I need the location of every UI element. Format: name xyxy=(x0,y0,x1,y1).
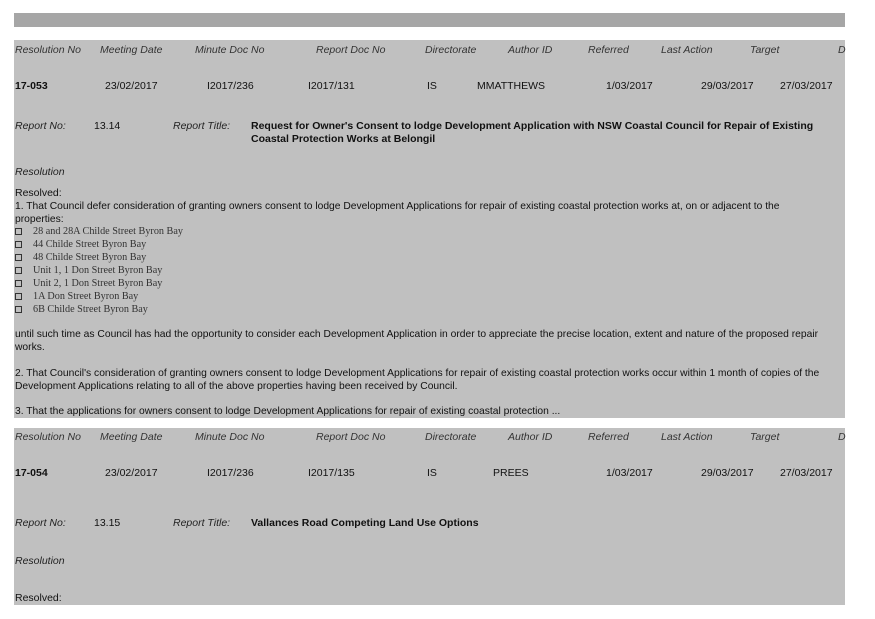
referred-value: 1/03/2017 xyxy=(606,467,653,479)
resolution-no-value: 17-054 xyxy=(15,467,48,479)
meeting-date-value: 23/02/2017 xyxy=(105,80,158,92)
col-directorate: Directorate xyxy=(425,44,477,56)
col-author-id: Author ID xyxy=(508,44,553,56)
report-doc-no-value: I2017/135 xyxy=(308,467,355,479)
list-item xyxy=(15,303,183,316)
list-item xyxy=(15,264,183,277)
resolution-paragraph-1: 1. That Council defer consideration of granting owners consent to lodge Development Applications for repair of existing coastal protection works at, on or adjacent to the properties: xyxy=(15,201,780,225)
report-doc-no-value: I2017/131 xyxy=(308,80,355,92)
col-minute-doc-no: Minute Doc No xyxy=(195,44,265,56)
property-address: 28 and 28A Childe Street Byron Bay xyxy=(33,226,183,237)
property-address: 48 Childe Street Byron Bay xyxy=(33,252,147,263)
col-author-id: Author ID xyxy=(508,431,553,443)
report-no-label: Report No: xyxy=(15,120,66,132)
col-report-doc-no: Report Doc No xyxy=(316,431,386,443)
col-meeting-date: Meeting Date xyxy=(100,431,163,443)
list-item xyxy=(15,251,183,264)
checkbox-icon xyxy=(15,267,22,274)
resolved-label: Resolved: xyxy=(15,187,62,199)
report-title-value: Request for Owner's Consent to lodge Development Application with NSW Coastal Council for Repair of Existing Coastal Protection Works at Belongil xyxy=(251,120,814,145)
report-title-value: Vallances Road Competing Land Use Options xyxy=(251,517,479,529)
col-target: Target xyxy=(750,44,780,56)
report-no-label: Report No: xyxy=(15,517,66,529)
list-item xyxy=(15,277,183,290)
property-address: 44 Childe Street Byron Bay xyxy=(33,239,147,250)
checkbox-icon xyxy=(15,254,22,261)
minute-doc-no-value: I2017/236 xyxy=(207,80,254,92)
col-resolution-no: Resolution No xyxy=(15,44,81,56)
resolution-label: Resolution xyxy=(15,166,65,178)
resolution-record-17-054 xyxy=(14,428,845,605)
list-item xyxy=(15,225,183,238)
last-action-value: 29/03/2017 xyxy=(701,80,754,92)
minute-doc-no-value: I2017/236 xyxy=(207,467,254,479)
resolution-label: Resolution xyxy=(15,555,65,567)
col-referred: Referred xyxy=(588,431,629,443)
col-target: Target xyxy=(750,431,780,443)
property-list xyxy=(15,225,183,316)
report-title-label: Report Title: xyxy=(173,517,231,529)
top-banner-bar xyxy=(14,13,845,27)
col-last-action: Last Action xyxy=(661,44,713,56)
directorate-value: IS xyxy=(427,467,437,479)
checkbox-icon xyxy=(15,241,22,248)
resolution-no-value: 17-053 xyxy=(15,80,48,92)
resolved-label: Resolved: xyxy=(15,592,62,604)
resolution-paragraph-2: 2. That Council's consideration of granting owners consent to lodge Development Applications for repair of existing coastal protection works occur within 1 month of copies of the Development Applications relating to all of the above properties having been received by Council. xyxy=(15,368,820,392)
col-truncated: D xyxy=(838,431,846,443)
property-address: 6B Childe Street Byron Bay xyxy=(33,304,148,315)
property-address: 1A Don Street Byron Bay xyxy=(33,291,139,302)
property-address: Unit 2, 1 Don Street Byron Bay xyxy=(33,278,163,289)
target-value: 27/03/2017 xyxy=(780,467,833,479)
referred-value: 1/03/2017 xyxy=(606,80,653,92)
checkbox-icon xyxy=(15,280,22,287)
col-resolution-no: Resolution No xyxy=(15,431,81,443)
col-minute-doc-no: Minute Doc No xyxy=(195,431,265,443)
list-item xyxy=(15,238,183,251)
report-no-value: 13.14 xyxy=(94,120,121,132)
directorate-value: IS xyxy=(427,80,437,92)
resolution-paragraph-until: until such time as Council has had the opportunity to consider each Development Application in order to appreciate the precise location, extent and nature of the proposed repair works. xyxy=(15,329,819,353)
checkbox-icon xyxy=(15,293,22,300)
resolution-record-17-053 xyxy=(14,40,845,418)
property-address: Unit 1, 1 Don Street Byron Bay xyxy=(33,265,163,276)
author-id-value: MMATTHEWS xyxy=(477,80,546,92)
report-no-value: 13.15 xyxy=(94,517,121,529)
col-referred: Referred xyxy=(588,44,629,56)
list-item xyxy=(15,290,183,303)
report-title-label: Report Title: xyxy=(173,120,231,132)
col-meeting-date: Meeting Date xyxy=(100,44,163,56)
target-value: 27/03/2017 xyxy=(780,80,833,92)
col-report-doc-no: Report Doc No xyxy=(316,44,386,56)
checkbox-icon xyxy=(15,228,22,235)
col-directorate: Directorate xyxy=(425,431,477,443)
author-id-value: PREES xyxy=(493,467,529,479)
col-truncated: D xyxy=(838,44,846,56)
col-last-action: Last Action xyxy=(661,431,713,443)
last-action-value: 29/03/2017 xyxy=(701,467,754,479)
resolution-paragraph-3: 3. That the applications for owners consent to lodge Development Applications for repair of existing coastal protection ... xyxy=(15,406,561,417)
checkbox-icon xyxy=(15,306,22,313)
meeting-date-value: 23/02/2017 xyxy=(105,467,158,479)
